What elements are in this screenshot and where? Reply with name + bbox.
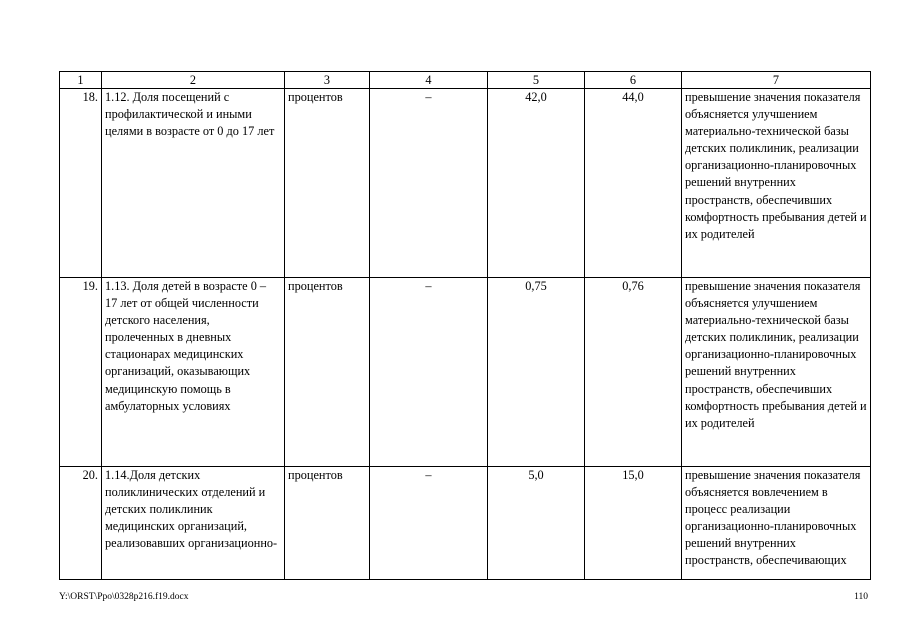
table-row [60,278,871,467]
header-cell: 6 [585,72,682,89]
explanation-cell: превышение значения показателя объясняется улучшением материально-технической базы детских поликлиник, реализации организационно-планировочных решений внутренних пространств, обеспечивших комфортность пребывания детей и их родителей [682,278,871,467]
fact-value: 44,0 [585,89,682,278]
explanation-cell: превышение значения показателя объясняется улучшением материально-технической базы детских поликлиник, реализации организационно-планировочных решений внутренних пространств, обеспечивших комфортность пребывания детей и их родителей [682,89,871,278]
indicator-name: 1.13. Доля детей в возрасте 0 – 17 лет от общей численности детского населения, пролеченных в дневных стационарах медицинских организаций, оказывающих медицинскую помощь в амбулаторных условиях [102,278,285,467]
page-number: 110 [854,592,868,602]
indicator-name: 1.14.Доля детских поликлинических отделений и детских поликлиник медицинских организаций, реализовавших организационно- [102,467,285,580]
unit-cell: процентов [285,278,370,467]
table-row [60,467,871,580]
baseline-cell: – [370,467,488,580]
table-row [60,89,871,278]
explanation-cell: превышение значения показателя объясняется вовлечением в процесс реализации организационно-планировочных решений внутренних пространств, обеспечивающих [682,467,871,580]
row-number: 20. [60,467,102,580]
header-cell: 1 [60,72,102,89]
table-header-row [60,72,871,89]
header-cell: 7 [682,72,871,89]
header-cell: 4 [370,72,488,89]
unit-cell: процентов [285,89,370,278]
plan-value: 42,0 [488,89,585,278]
unit-cell: процентов [285,467,370,580]
row-number: 19. [60,278,102,467]
fact-value: 15,0 [585,467,682,580]
fact-value: 0,76 [585,278,682,467]
row-number: 18. [60,89,102,278]
header-cell: 3 [285,72,370,89]
data-table [59,71,871,580]
plan-value: 5,0 [488,467,585,580]
plan-value: 0,75 [488,278,585,467]
footer-file-path: Y:\ORST\Ppo\0328p216.f19.docx [59,592,189,602]
header-cell: 2 [102,72,285,89]
indicator-name: 1.12. Доля посещений с профилактической и иными целями в возрасте от 0 до 17 лет [102,89,285,278]
baseline-cell: – [370,89,488,278]
header-cell: 5 [488,72,585,89]
baseline-cell: – [370,278,488,467]
